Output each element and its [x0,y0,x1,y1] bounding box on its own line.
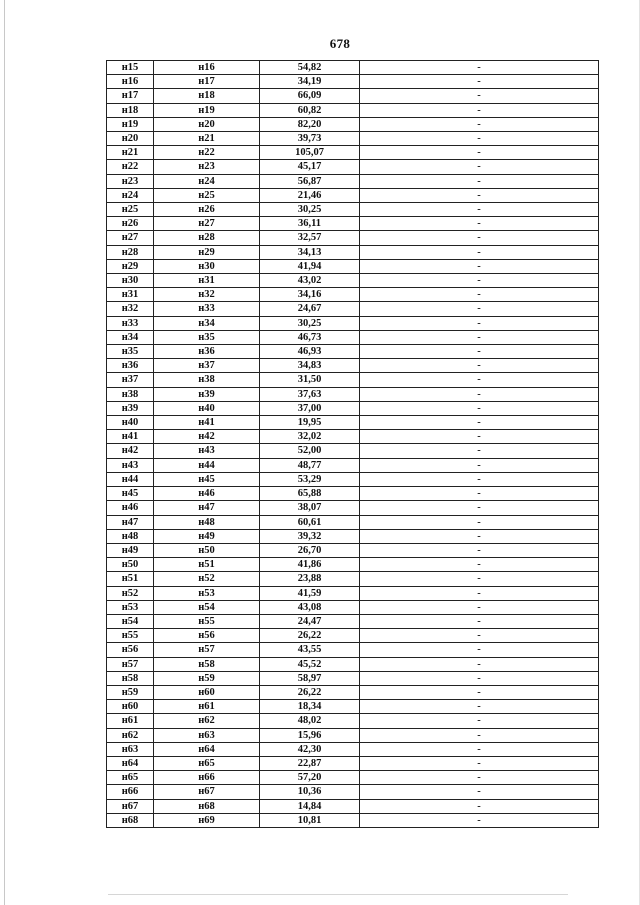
length-cell: 37,63 [260,387,360,401]
table-row [107,217,599,231]
table-row [107,259,599,273]
from-point-cell: н15 [107,61,154,75]
note-cell: - [360,756,599,770]
length-cell: 41,86 [260,558,360,572]
length-cell: 58,97 [260,671,360,685]
length-cell: 15,96 [260,728,360,742]
length-cell: 34,83 [260,359,360,373]
table-row [107,302,599,316]
to-point-cell: н43 [154,444,260,458]
length-cell: 41,94 [260,259,360,273]
table-row [107,245,599,259]
from-point-cell: н39 [107,401,154,415]
to-point-cell: н28 [154,231,260,245]
to-point-cell: н55 [154,614,260,628]
to-point-cell: н18 [154,89,260,103]
to-point-cell: н39 [154,387,260,401]
to-point-cell: н59 [154,671,260,685]
table-row [107,756,599,770]
length-cell: 60,82 [260,103,360,117]
length-cell: 34,19 [260,75,360,89]
note-cell: - [360,742,599,756]
from-point-cell: н19 [107,117,154,131]
page-number: 678 [329,36,351,51]
to-point-cell: н20 [154,117,260,131]
length-cell: 45,52 [260,657,360,671]
from-point-cell: н21 [107,146,154,160]
to-point-cell: н69 [154,813,260,827]
to-point-cell: н47 [154,501,260,515]
note-cell: - [360,345,599,359]
from-point-cell: н58 [107,671,154,685]
from-point-cell: н48 [107,529,154,543]
from-point-cell: н16 [107,75,154,89]
table-row [107,61,599,75]
table-row [107,813,599,827]
from-point-cell: н23 [107,174,154,188]
boundary-segments-table [106,60,599,828]
note-cell: - [360,799,599,813]
to-point-cell: н19 [154,103,260,117]
table-row [107,671,599,685]
to-point-cell: н41 [154,416,260,430]
note-cell: - [360,586,599,600]
length-cell: 26,70 [260,543,360,557]
length-cell: 43,08 [260,600,360,614]
to-point-cell: н36 [154,345,260,359]
length-cell: 48,77 [260,458,360,472]
length-cell: 46,93 [260,345,360,359]
from-point-cell: н46 [107,501,154,515]
to-point-cell: н30 [154,259,260,273]
from-point-cell: н41 [107,430,154,444]
note-cell: - [360,274,599,288]
table-row [107,174,599,188]
to-point-cell: н50 [154,543,260,557]
to-point-cell: н34 [154,316,260,330]
to-point-cell: н44 [154,458,260,472]
table-row [107,458,599,472]
note-cell: - [360,188,599,202]
note-cell: - [360,643,599,657]
length-cell: 42,30 [260,742,360,756]
scan-left-edge [4,0,5,905]
table-row [107,799,599,813]
from-point-cell: н63 [107,742,154,756]
table-row [107,387,599,401]
table-row [107,487,599,501]
note-cell: - [360,75,599,89]
note-cell: - [360,472,599,486]
note-cell: - [360,458,599,472]
from-point-cell: н60 [107,700,154,714]
length-cell: 38,07 [260,501,360,515]
table-row [107,401,599,415]
note-cell: - [360,685,599,699]
table-row [107,103,599,117]
from-point-cell: н34 [107,330,154,344]
to-point-cell: н65 [154,756,260,770]
table-row [107,75,599,89]
length-cell: 26,22 [260,629,360,643]
table-row [107,586,599,600]
table-row [107,444,599,458]
table-row [107,543,599,557]
note-cell: - [360,146,599,160]
from-point-cell: н43 [107,458,154,472]
table-row [107,742,599,756]
note-cell: - [360,61,599,75]
length-cell: 21,46 [260,188,360,202]
to-point-cell: н23 [154,160,260,174]
length-cell: 60,61 [260,515,360,529]
to-point-cell: н37 [154,359,260,373]
length-cell: 24,67 [260,302,360,316]
length-cell: 34,16 [260,288,360,302]
table-row [107,600,599,614]
from-point-cell: н61 [107,714,154,728]
length-cell: 56,87 [260,174,360,188]
length-cell: 22,87 [260,756,360,770]
length-cell: 46,73 [260,330,360,344]
length-cell: 37,00 [260,401,360,415]
table-row [107,529,599,543]
note-cell: - [360,288,599,302]
length-cell: 24,47 [260,614,360,628]
from-point-cell: н67 [107,799,154,813]
note-cell: - [360,600,599,614]
note-cell: - [360,444,599,458]
table-row [107,515,599,529]
to-point-cell: н51 [154,558,260,572]
table-row [107,714,599,728]
note-cell: - [360,416,599,430]
note-cell: - [360,813,599,827]
table-row [107,89,599,103]
table-row [107,316,599,330]
table-row [107,274,599,288]
note-cell: - [360,117,599,131]
to-point-cell: н27 [154,217,260,231]
from-point-cell: н42 [107,444,154,458]
length-cell: 54,82 [260,61,360,75]
from-point-cell: н64 [107,756,154,770]
to-point-cell: н24 [154,174,260,188]
from-point-cell: н20 [107,132,154,146]
from-point-cell: н55 [107,629,154,643]
note-cell: - [360,501,599,515]
from-point-cell: н26 [107,217,154,231]
length-cell: 36,11 [260,217,360,231]
to-point-cell: н16 [154,61,260,75]
note-cell: - [360,89,599,103]
from-point-cell: н44 [107,472,154,486]
from-point-cell: н40 [107,416,154,430]
from-point-cell: н33 [107,316,154,330]
note-cell: - [360,231,599,245]
note-cell: - [360,629,599,643]
from-point-cell: н52 [107,586,154,600]
length-cell: 18,34 [260,700,360,714]
from-point-cell: н31 [107,288,154,302]
note-cell: - [360,203,599,217]
from-point-cell: н17 [107,89,154,103]
from-point-cell: н22 [107,160,154,174]
table-row [107,501,599,515]
table-row [107,472,599,486]
to-point-cell: н25 [154,188,260,202]
to-point-cell: н53 [154,586,260,600]
to-point-cell: н60 [154,685,260,699]
from-point-cell: н68 [107,813,154,827]
to-point-cell: н21 [154,132,260,146]
length-cell: 32,02 [260,430,360,444]
note-cell: - [360,103,599,117]
note-cell: - [360,259,599,273]
to-point-cell: н66 [154,771,260,785]
table-row [107,203,599,217]
note-cell: - [360,401,599,415]
to-point-cell: н31 [154,274,260,288]
note-cell: - [360,330,599,344]
note-cell: - [360,174,599,188]
length-cell: 43,55 [260,643,360,657]
from-point-cell: н32 [107,302,154,316]
to-point-cell: н61 [154,700,260,714]
note-cell: - [360,714,599,728]
length-cell: 10,36 [260,785,360,799]
from-point-cell: н50 [107,558,154,572]
table-row [107,771,599,785]
note-cell: - [360,700,599,714]
from-point-cell: н65 [107,771,154,785]
table-row [107,572,599,586]
note-cell: - [360,487,599,501]
note-cell: - [360,671,599,685]
from-point-cell: н57 [107,657,154,671]
note-cell: - [360,543,599,557]
table-row [107,416,599,430]
to-point-cell: н26 [154,203,260,217]
from-point-cell: н28 [107,245,154,259]
note-cell: - [360,373,599,387]
note-cell: - [360,572,599,586]
length-cell: 53,29 [260,472,360,486]
to-point-cell: н68 [154,799,260,813]
table-row [107,330,599,344]
to-point-cell: н58 [154,657,260,671]
from-point-cell: н35 [107,345,154,359]
note-cell: - [360,160,599,174]
to-point-cell: н52 [154,572,260,586]
length-cell: 105,07 [260,146,360,160]
from-point-cell: н24 [107,188,154,202]
table-row [107,785,599,799]
length-cell: 43,02 [260,274,360,288]
to-point-cell: н64 [154,742,260,756]
from-point-cell: н36 [107,359,154,373]
note-cell: - [360,217,599,231]
to-point-cell: н35 [154,330,260,344]
note-cell: - [360,387,599,401]
table-row [107,614,599,628]
table-row [107,728,599,742]
length-cell: 57,20 [260,771,360,785]
to-point-cell: н67 [154,785,260,799]
table-row [107,132,599,146]
length-cell: 39,73 [260,132,360,146]
from-point-cell: н45 [107,487,154,501]
table-row [107,146,599,160]
table-row [107,430,599,444]
from-point-cell: н30 [107,274,154,288]
note-cell: - [360,728,599,742]
to-point-cell: н48 [154,515,260,529]
note-cell: - [360,302,599,316]
length-cell: 39,32 [260,529,360,543]
note-cell: - [360,558,599,572]
length-cell: 32,57 [260,231,360,245]
length-cell: 30,25 [260,203,360,217]
to-point-cell: н22 [154,146,260,160]
length-cell: 14,84 [260,799,360,813]
note-cell: - [360,316,599,330]
length-cell: 26,22 [260,685,360,699]
from-point-cell: н49 [107,543,154,557]
note-cell: - [360,771,599,785]
to-point-cell: н38 [154,373,260,387]
length-cell: 48,02 [260,714,360,728]
table-row [107,117,599,131]
note-cell: - [360,614,599,628]
to-point-cell: н32 [154,288,260,302]
from-point-cell: н18 [107,103,154,117]
note-cell: - [360,359,599,373]
to-point-cell: н17 [154,75,260,89]
table-row [107,231,599,245]
to-point-cell: н45 [154,472,260,486]
to-point-cell: н42 [154,430,260,444]
table-row [107,629,599,643]
note-cell: - [360,132,599,146]
table-row [107,700,599,714]
from-point-cell: н47 [107,515,154,529]
table-row [107,373,599,387]
to-point-cell: н29 [154,245,260,259]
to-point-cell: н62 [154,714,260,728]
table-row [107,657,599,671]
length-cell: 34,13 [260,245,360,259]
to-point-cell: н33 [154,302,260,316]
to-point-cell: н57 [154,643,260,657]
note-cell: - [360,785,599,799]
from-point-cell: н53 [107,600,154,614]
length-cell: 66,09 [260,89,360,103]
length-cell: 30,25 [260,316,360,330]
table-body [107,61,599,828]
to-point-cell: н54 [154,600,260,614]
length-cell: 31,50 [260,373,360,387]
length-cell: 41,59 [260,586,360,600]
scan-bottom-line [108,894,568,895]
from-point-cell: н56 [107,643,154,657]
table-row [107,558,599,572]
from-point-cell: н51 [107,572,154,586]
to-point-cell: н46 [154,487,260,501]
table-row [107,160,599,174]
from-point-cell: н66 [107,785,154,799]
length-cell: 82,20 [260,117,360,131]
table-row [107,643,599,657]
from-point-cell: н38 [107,387,154,401]
to-point-cell: н56 [154,629,260,643]
from-point-cell: н54 [107,614,154,628]
table-row [107,188,599,202]
note-cell: - [360,657,599,671]
from-point-cell: н37 [107,373,154,387]
from-point-cell: н29 [107,259,154,273]
table-row [107,345,599,359]
from-point-cell: н25 [107,203,154,217]
from-point-cell: н27 [107,231,154,245]
table-row [107,359,599,373]
note-cell: - [360,430,599,444]
length-cell: 10,81 [260,813,360,827]
to-point-cell: н40 [154,401,260,415]
note-cell: - [360,515,599,529]
length-cell: 52,00 [260,444,360,458]
length-cell: 45,17 [260,160,360,174]
length-cell: 65,88 [260,487,360,501]
table-row [107,288,599,302]
length-cell: 23,88 [260,572,360,586]
note-cell: - [360,245,599,259]
to-point-cell: н49 [154,529,260,543]
table-row [107,685,599,699]
to-point-cell: н63 [154,728,260,742]
from-point-cell: н62 [107,728,154,742]
note-cell: - [360,529,599,543]
length-cell: 19,95 [260,416,360,430]
from-point-cell: н59 [107,685,154,699]
